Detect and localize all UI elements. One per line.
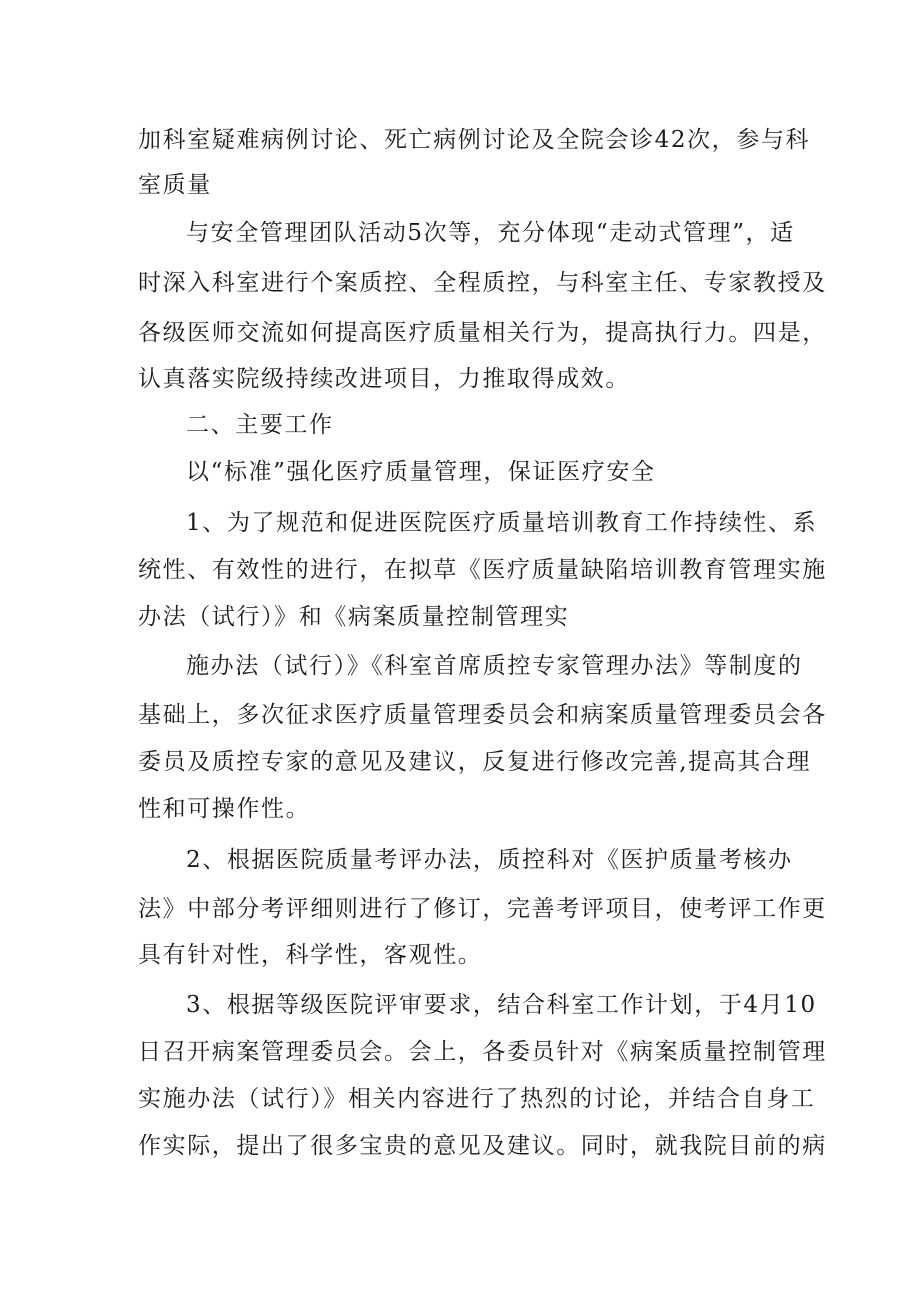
text-line: 认真落实院级持续改进项目，力推取得成效。 [138, 366, 630, 392]
text-line: 办法（试行）》和《病案质量控制管理实 [138, 604, 570, 630]
text-line: 2、根据医院质量考评办法，质控科对《医护质量考核办 [186, 847, 793, 873]
text-line: 时深入科室进行个案质控、全程质控，与科室主任、专家教授及 [138, 270, 827, 296]
subheading: 以“标准”强化医疗质量管理，保证医疗安全 [186, 459, 656, 485]
text-line: 日召开病案管理委员会。会上，各委员针对《病案质量控制管理 [138, 1039, 827, 1065]
text-line: 基础上，多次征求医疗质量管理委员会和病案质量管理委员会各 [138, 702, 827, 728]
text-line: 各级医师交流如何提高医疗质量相关行为，提高执行力。四是， [138, 320, 827, 346]
text-line: 统性、有效性的进行，在拟草《医疗质量缺陷培训教育管理实施 [138, 557, 827, 583]
text-line: 1、为了规范和促进医院医疗质量培训教育工作持续性、系 [186, 510, 818, 536]
text-line: 委员及质控专家的意见及建议，反复进行修改完善,提高其合理 [138, 749, 812, 775]
text-line: 3、根据等级医院评审要求，结合科室工作计划，于4月10 [186, 992, 817, 1018]
text-line: 与安全管理团队活动5次等，充分体现“走动式管理”，适 [186, 220, 795, 246]
text-line: 加科室疑难病例讨论、死亡病例讨论及全院会诊42次，参与科 [138, 127, 811, 153]
text-line: 施办法（试行）》《科室首席质控专家管理办法》等制度的 [186, 653, 803, 679]
section-heading: 二、主要工作 [186, 412, 334, 438]
text-line: 室质量 [138, 172, 212, 198]
text-line: 性和可操作性。 [138, 796, 311, 822]
text-line: 作实际，提出了很多宝贵的意见及建议。同时，就我院目前的病 [138, 1133, 827, 1159]
text-line: 具有针对性，科学性，客观性。 [138, 942, 483, 968]
text-line: 法》中部分考评细则进行了修订，完善考评项目，使考评工作更 [138, 896, 827, 922]
text-line: 实施办法（试行）》相关内容进行了热烈的讨论，并结合自身工 [138, 1086, 816, 1112]
